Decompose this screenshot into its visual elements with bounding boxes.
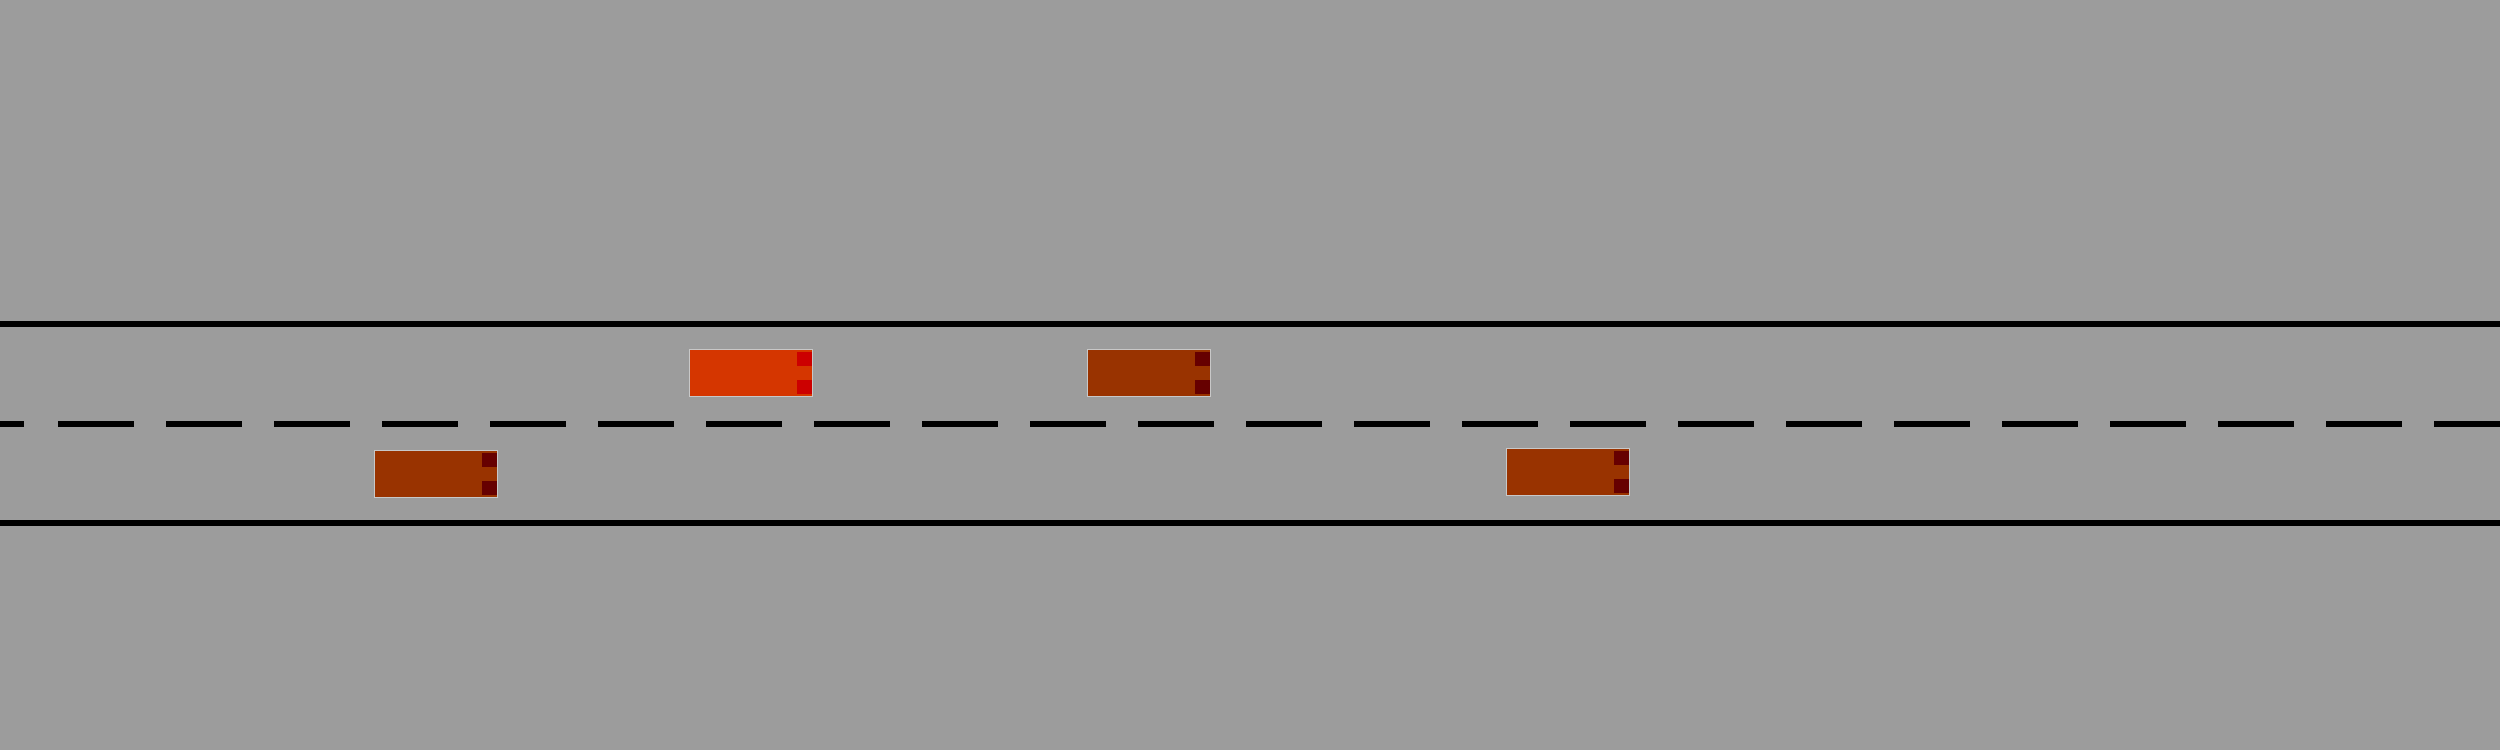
other-vehicle-tail-light-lower [1195, 380, 1210, 394]
lane-divider-dash [1894, 421, 1970, 427]
other-vehicle-tail-light-upper [1195, 352, 1210, 366]
lane-divider-dash [274, 421, 350, 427]
lane-divider-dash [490, 421, 566, 427]
ego-tail-light-upper [797, 352, 812, 366]
lane-divider-dash [1138, 421, 1214, 427]
other-vehicle-tail-light-upper [1614, 451, 1629, 465]
road-bottom-edge-line [0, 520, 2500, 526]
ego-vehicle [689, 349, 813, 397]
lane-divider-dash [1678, 421, 1754, 427]
lane-divider-dash [598, 421, 674, 427]
other-vehicle [1087, 349, 1211, 397]
lane-divider-dash [2326, 421, 2402, 427]
lane-divider-dash [922, 421, 998, 427]
lane-divider-dash [1354, 421, 1430, 427]
lane-divider-dash [814, 421, 890, 427]
lane-divider-dash [2002, 421, 2078, 427]
other-vehicle [1506, 448, 1630, 496]
lane-divider-dash [0, 421, 24, 427]
other-vehicle-tail-light-lower [482, 481, 497, 495]
other-vehicle-tail-light-lower [1614, 479, 1629, 493]
road-top-edge-line [0, 321, 2500, 327]
lane-divider-dash [166, 421, 242, 427]
lane-divider-dashed-line [0, 421, 2500, 427]
ego-tail-light-lower [797, 380, 812, 394]
other-vehicle-tail-light-upper [482, 453, 497, 467]
lane-divider-dash [1786, 421, 1862, 427]
lane-divider-dash [58, 421, 134, 427]
other-vehicle [374, 450, 498, 498]
lane-divider-dash [1570, 421, 1646, 427]
lane-divider-dash [1246, 421, 1322, 427]
lane-divider-dash [1462, 421, 1538, 427]
lane-divider-dash [382, 421, 458, 427]
lane-divider-dash [2434, 421, 2500, 427]
lane-divider-dash [2110, 421, 2186, 427]
lane-divider-dash [706, 421, 782, 427]
lane-divider-dash [2218, 421, 2294, 427]
lane-divider-dash [1030, 421, 1106, 427]
